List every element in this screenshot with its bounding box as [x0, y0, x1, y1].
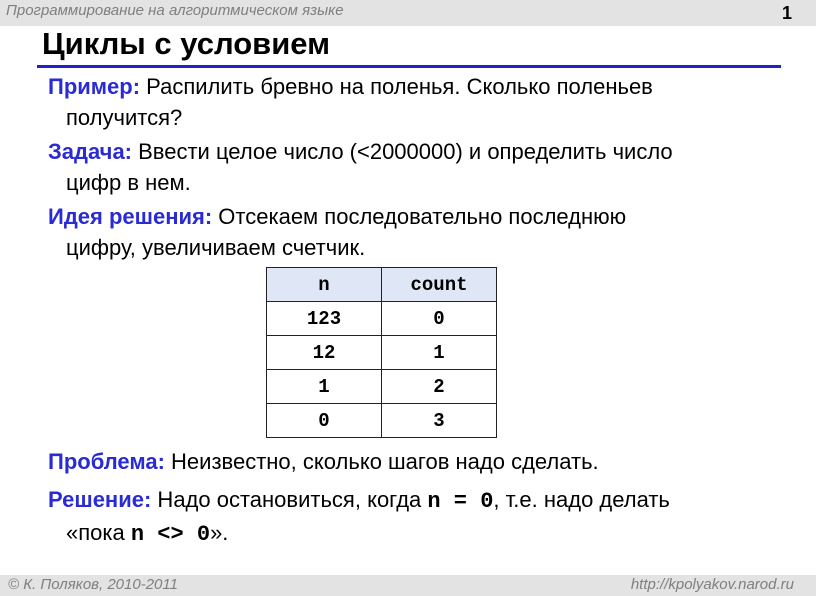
header-bar [0, 0, 816, 26]
table-cell-n: 0 [267, 404, 382, 438]
idea-paragraph [48, 201, 788, 263]
example-label: Пример: [48, 74, 141, 99]
solution-cont [48, 517, 788, 550]
problem-paragraph [48, 446, 788, 477]
idea-text: Отсекаем последовательно последнюю [212, 204, 627, 229]
table-header-n: n [267, 268, 382, 302]
task-paragraph [48, 136, 788, 198]
task-text: Ввести целое число (<2000000) и определить число [132, 139, 673, 164]
example-paragraph [48, 71, 788, 133]
title-underline [37, 65, 781, 68]
solution-code-stop: n = 0 [427, 489, 494, 514]
solution-cont-2: ». [210, 520, 229, 545]
problem-label: Проблема: [48, 449, 165, 474]
example-text: Распилить бревно на поленья. Сколько поленьев [140, 74, 653, 99]
table-row [267, 336, 497, 370]
footer-url: http://kpolyakov.narod.ru [630, 576, 794, 593]
page-number: 1 [781, 3, 792, 23]
table-header-count: count [382, 268, 497, 302]
solution-label: Решение: [48, 487, 152, 512]
solution-cont-1: «пока [66, 520, 131, 545]
course-subject: Программирование на алгоритмическом языке [6, 2, 344, 19]
table-row [267, 302, 497, 336]
table-cell-count: 0 [382, 302, 497, 336]
idea-text-cont: цифру, увеличиваем счетчик. [66, 235, 366, 260]
footer-copyright: © К. Поляков, 2010-2011 [8, 576, 178, 593]
table-row [267, 370, 497, 404]
solution-paragraph [48, 484, 788, 550]
problem-text: Неизвестно, сколько шагов надо сделать. [164, 449, 599, 474]
table-cell-n: 12 [267, 336, 382, 370]
table-row [267, 404, 497, 438]
table-header-row [267, 268, 497, 302]
task-label: Задача: [48, 139, 133, 164]
task-text-cont: цифр в нем. [66, 170, 191, 195]
idea-label: Идея решения: [48, 204, 213, 229]
solution-text-2: , т.е. надо делать [493, 487, 670, 512]
table-cell-count: 2 [382, 370, 497, 404]
example-text-cont: получится? [66, 105, 183, 130]
table-cell-n: 1 [267, 370, 382, 404]
table-cell-n: 123 [267, 302, 382, 336]
table-cell-count: 3 [382, 404, 497, 438]
slide-title: Циклы с условием [42, 26, 331, 61]
solution-code-loop: n <> 0 [130, 522, 211, 547]
solution-text-1: Надо остановиться, когда [151, 487, 428, 512]
footer-bar [0, 575, 816, 596]
table-cell-count: 1 [382, 336, 497, 370]
trace-table [266, 267, 497, 438]
